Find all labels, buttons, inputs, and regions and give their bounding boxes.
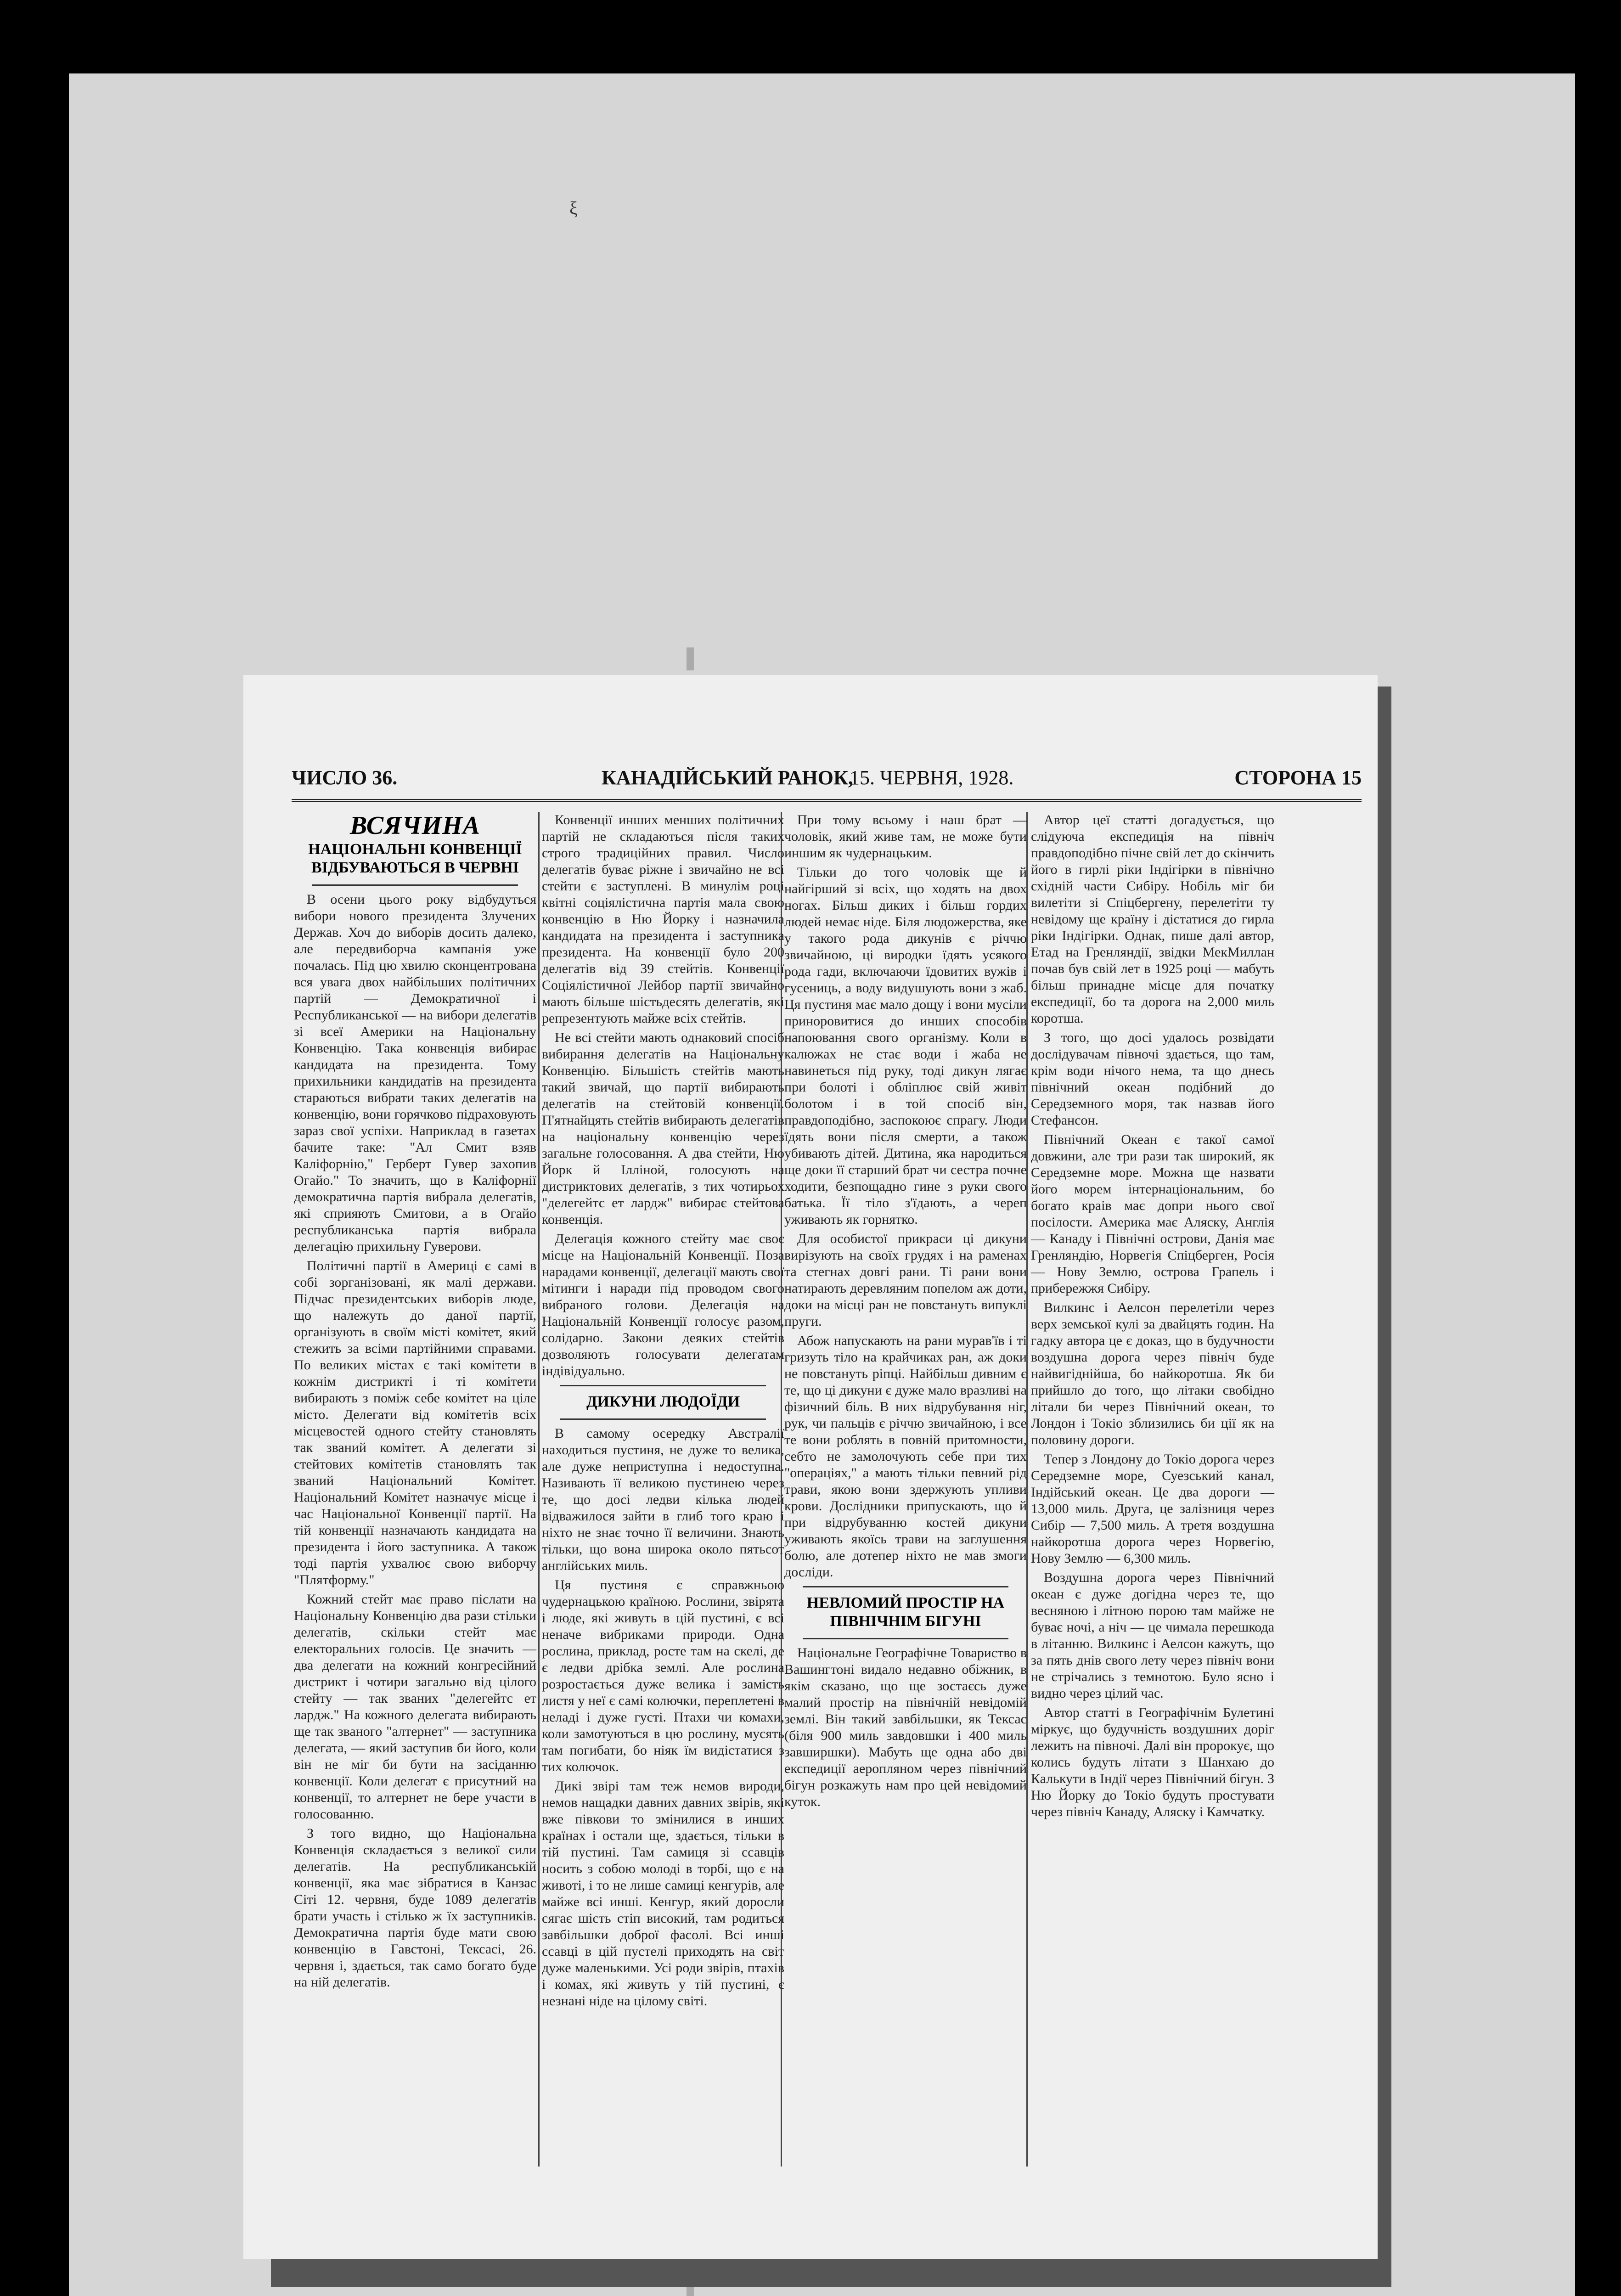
column-rule (538, 812, 540, 2167)
article-headline-arctic: НЕВЛОМИЙ ПРОСТІР НА ПІВНІЧНІМ БІГУНІ (806, 1594, 1005, 1630)
film-edge-mark (687, 647, 694, 670)
article-divider (560, 1385, 766, 1386)
article-paragraph: Північний Океан є такої самої довжини, але три рази так широкий, як Середземне море. Можна ще назвати його морем інтернаціональним, бо богато краів має допри нього свої посілости. Америка має Аляску, Англія — Канаду і Північні острови, Данія має Гренляндію, Норвегія Спіцберген, Росія — Нову Землю, острова Грапель і прибережжя Сибіру. (1031, 1132, 1274, 1296)
article-paragraph: Дикі звірі там теж немов вироди, немов нащадки давних давних звірів, які вже півкови то змінилися в инших країнах і остали ще, здається, тільки в тій пустині. Там самиця зі ссавців носить з собою молоді в торбі, що є на животі, і то не лише самиці кенгурів, але майже всі инші. Кенгур, який доросли сягає шість стіп високий, там родиться завбільшки доброї фасолі. Всі инші ссавці в цій пустелі приходять на світ дуже маленькими. Усі роди звірів, птахів і комах, які живуть у тій пустині, є незнані ніде на цілому світі. (542, 1778, 784, 2009)
article-paragraph: З того видно, що Національна Конвенція складається з великої сили делегатів. На республиканській конвенції, яка має зібратися в Канзас Сіті 12. червня, буде 1089 делегатів брати участь і стілько ж їх заступників. Демократична партія буде мати свою конвенцію в Гавстоні, Тексасі, 26. червня і, здається, так само богато буде на ній делегатів. (294, 1826, 536, 1990)
article-paragraph: Ця пустиня є справжньою чудернацькою країною. Рослини, звірята і люде, які живуть в цій пустині, є всі неначе вибриками природи. Одна рослина, приклад, росте там на скелі, де є ледви дрібка землі. Але рослина розростається дуже велика і замість листя у неї є самі колючки, переплетені в неладі і дуже густі. Птахи чи комахи, коли замотуються в цю рослину, мусять там погибати, бо ніяк їм видістатися з тих колючок. (542, 1577, 784, 1774)
article-paragraph: Політичні партії в Америці є самі в собі зорганізовані, як малі держави. Підчас президентських виборів люде, що належуть до даної партії, організують в своїм місті комітет, який стежить за всіми партійними справами. По великих містах є такі комітети в кожнім дистрикті і ті комітети вибирають з поміж себе комітет на ціле місто. Делегати від комітетів всіх місцевостей одного стейту становлять так званий комітет. А делегати зі стейтових комітетів становлять так званий Національний Комітет. Національний Комітет назначує місце і час Національної Конвенції партії. На тій конвенції назначають кандидата на президента і його заступника. А також тоді партія ухвалює свою виборчу "Плятформу." (294, 1258, 536, 1587)
issue-number: ЧИСЛО 36. (292, 766, 398, 789)
article-headline-savages: ДИКУНИ ЛЮДОЇДИ (586, 1393, 740, 1410)
film-edge-mark (687, 2287, 694, 2296)
article-paragraph: Національне Географічне Товариство в Вашингтоні видало недавно обіжник, в якім сказано, що ще зостаєсь дуже малий простір на північній невідомій землі. Він такий завбільшки, як Тексас (біля 900 миль завдовшки і 400 миль завширшки). Мабуть ще одна або дві експедиції аеропляном через північний бігун розкажуть нам про цей невідомий куток. (784, 1645, 1027, 1809)
newspaper-page (243, 675, 1378, 2259)
article-paragraph: Для особистої прикраси ці дикуни вирізують на своїх грудях і на раменах та стегнах довгі рани. Ті рани вони натирають деревляним попелом аж доти, доки на місці ран не повстануть випуклі пруги. (784, 1231, 1027, 1329)
article-paragraph: Воздушна дорога через Північний океан є дуже догідна через те, що весняною і літною порою там майже не буває ночі, а ніч — це чимала перешкода в літанню. Вилкинс і Аелсон кажуть, що за пять днів свого лету через північ вони не стрічались з темнотою. Було ясно і видно через цілий час. (1031, 1570, 1274, 1701)
headline-divider (312, 884, 518, 886)
article-paragraph: Автор статті в Географічнім Булетині міркує, що будучність воздушних доріг лежить на півночі. Далі він пророкує, що колись будуть літати з Шанхаю до Калькути в Індії через Північний бігун. З Ню Йорку до Токіо будуть простувати через північ Канаду, Аляску і Камчатку. (1031, 1705, 1274, 1819)
article-paragraph: Не всі стейти мають однаковий спосіб вибирання делегатів на Національну Конвенцію. Більшість стейтів мають такий звичай, що партії вибирають делегатів на стейтовій конвенції. П'ятнайцять стейтів вибирають делегатів на національну конвенцію через загальне голосовання. А два стейти, Ню Йорк й Ілліной, голосують на дистриктових делегатів, з тих чотирьох "делегейтс ет лардж" вибирає стейтова конвенція. (542, 1030, 784, 1227)
page-header (292, 753, 1362, 802)
column-2 (542, 812, 784, 2012)
article-divider (803, 1586, 1008, 1587)
article-paragraph: Конвенції инших менших політичних партій не складаються після таких строго традиційних правил. Число делегатів буває ріжне і звичайно не всі стейти є заступлені. В минулім році квітні соціялістична партія мала свою конвенцію в Ню Йорку і назначила кандидата на президента і заступника президента. На конвенції було 200 делегатів від 39 стейтів. Конвенції Соціялістичної Лейбор партії звичайно мають більше шістьдесять делегатів, які репрезентують майже всіх стейтів. (542, 812, 784, 1026)
article-paragraph: Кожний стейт має право післати на Національну Конвенцію два рази стільки делегатів, скільки стейт має електоральних голосів. Це значить — два делегати на кожний конгресійний дистрикт і чотири загально від цілого стейту — так званих "делегейтс ет лардж." На кожного делегата вибирають ще так званого "алтернет" — заступника делегата, — який заступив би його, коли він не міг би бути на засіданню конвенції. Коли делегат є присутний на конвенції, то алтернет не бере участи в голосованню. (294, 1592, 536, 1822)
page-number: СТОРОНА 15 (1234, 766, 1362, 789)
article-paragraph: Вилкинс і Аелсон перелетіли через верх земської кулі за двайцять годин. На гадку автора це є доказ, що в будучности воздушна дорога через північ буде найвигіднійша, бо найкоротша. Як би прийшло до того, що літаки свобідно літали би через Північний океан, то Лондон і Токіо зблизились би ції як на половину дороги. (1031, 1300, 1274, 1447)
column-4 (1031, 812, 1274, 1823)
article-headline-conventions: НАЦІОНАЛЬНІ КОНВЕНЦІЇ ВІДБУВАЮТЬСЯ В ЧЕРВНІ (308, 841, 522, 876)
article-paragraph: При тому всьому і наш брат — чоловік, який живе там, не може бути иншим як чудернацьким. (784, 812, 1027, 861)
article-paragraph: Тепер з Лондону до Токіо дорога через Середземне море, Суезський канал, Індійський океан. Це два дороги — 13,000 миль. Друга, це залізниця через Сибір — 7,500 миль. А третя воздушна найкоротша дорога через Норвегію, Нову Землю — 6,300 миль. (1031, 1452, 1274, 1566)
headline-divider (560, 1418, 766, 1420)
article-paragraph: Тільки до того чоловік ще й найгірший зі всіх, що ходять на двох ногах. Більш диких і більш гордих людей немає ніде. Біля людожерства, яке у такого рода дикунів є річчю звичайною, ці виродки їдять усякого рода гади, включаючи їдовитих вужів і гусениць, а воду видушують вони з жаб. Ця пустиня має мало дощу і вони мусіли приноровитися до инших способів напоювання свого організму. Коли в калюжах не стає води і жаба не навинеться під руку, тоді дикун лягає при болоті і обліплює свій живіт болотом і в той спосіб він, правдоподібно, заспокоює спрагу. Люди їдять вони після смерти, а також убивають дітей. Дитина, яка народиться ще доки її старший брат чи сестра почне ходити, безпощадно гине з руки свого батька. Її тіло з'їдають, а череп уживають як горнятко. (784, 865, 1027, 1227)
column-3 (784, 812, 1027, 1813)
article-paragraph: В осени цього року відбудуться вибори нового президента Злучених Держав. Хоч до виборів досить далеко, але передвиборча кампанія уже почалась. Під цю хвилю сконцентрована вся увага двох найбільших політичних партій — Демократичної і Республиканської — на вибори делегатів зі всеї Америки на Національну Конвенцію. Така конвенція вибирає кандидата на президента. Тому прихильники кандидатів на президента стараються вибрати таких делегатів на конвенцію, вони горячково підраховують зараз свої успіхи. Наприклад в газетах бачите таке: "Ал Смит взяв Каліфорнію," Герберт Гувер захопив Огайо." То значить, що в Каліфорнії демократична партія вибрала делегатів, які сприяють Смитови, а в Огайо республиканська партія вибрала делегацію прихильну Гуверови. (294, 892, 536, 1254)
article-paragraph: З того, що досі удалось розвідати дослідувачам півночі здається, що там, крім води нічого нема, та що днесь північний океан подібний до Середземного моря, так назвав його Стефансон. (1031, 1030, 1274, 1128)
article-paragraph: В самому осередку Австралії находиться пустиня, не дуже то велика, але дуже неприступна і недоступна. Називають її великою пустинею через те, що досі ледви кілька людей відважилося зайти в глиб того краю і ніхто не знає точно її величини. Знають тільки, що вона широка около пятьсот англійських миль. (542, 1426, 784, 1573)
article-paragraph: Абож напускають на рани мурав'їв і ті гризуть тіло на крайчиках ран, аж доки не повстануть ріпці. Найбільш дивним є те, що ці дикуни є дуже мало вразливі на фізичний біль. В них відрубування ніг, рук, чи пальців є річчю звичайною, і все те вони роблять в повній притомности, себто не замолочують себе при тих "операціях," а мають тільки певний рід трави, якою вони здержують упливи крови. Дослідники припускають, що й при відрубуванню костей дикуни уживають якоїсь трави на заглушення болю, але дотепер ніхто не мав змоги досліди. (784, 1333, 1027, 1580)
article-paragraph: Делегація кожного стейту має своє місце на Національній Конвенції. Поза нарадами конвенції, делегації мають свої мітинги і наради під проводом свого вибраного голови. Делегація на Національній Конвенції голосує разом, солідарно. Закони деяких стейтів дозволяють голосувати делегатам індівідуально. (542, 1231, 784, 1379)
article-paragraph: Автор цеї статті догадується, що слідуюча експедиція на північ правдоподібно пічне свій лет до скінчить його в гирлі ріки Індігірки в північно східній части Сибіру. Нобіль міг би вилетіти зі Спіцбергену, перелетіти ту невідому ще країну і дістатися до гирла ріки Індігірки. Однак, пише далі автор, Етад на Гренляндії, звідки МекМиллан почав був свій лет в 1925 році — мабуть більш принадне місце для початку експедиції, бо та дорога на 2,000 миль коротша. (1031, 812, 1274, 1026)
newspaper-title: КАНАДІЙСЬКИЙ РАНОК, (602, 766, 853, 789)
issue-date: 15. ЧЕРВНЯ, 1928. (850, 766, 1014, 789)
column-1 (294, 812, 536, 1993)
section-title: ВСЯЧИНА (349, 811, 481, 840)
film-corner-mark: ξ (569, 198, 578, 219)
headline-divider (803, 1638, 1008, 1639)
